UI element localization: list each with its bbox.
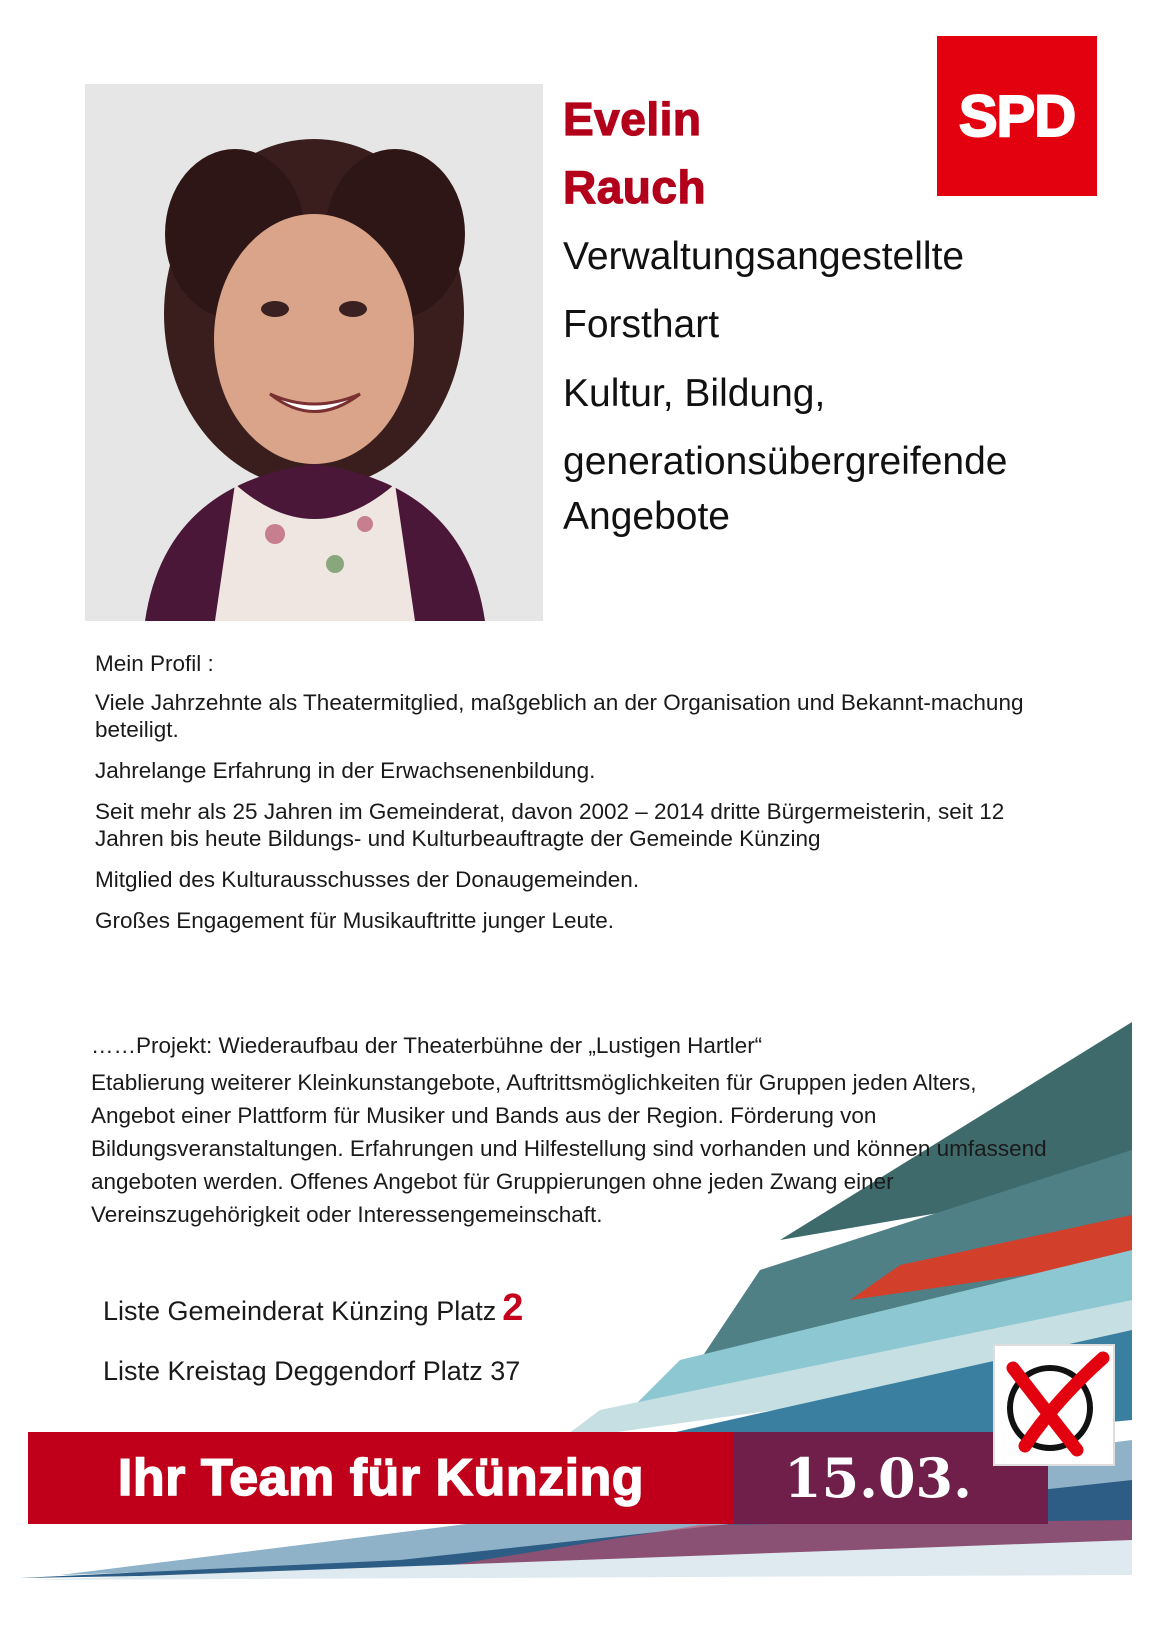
spd-logo (937, 36, 1097, 196)
team-banner (28, 1432, 734, 1524)
election-date: 15.03. (784, 1446, 972, 1510)
profile-item: Großes Engagement für Musikauftritte junger Leute. (95, 908, 615, 933)
candidate-topics-3: Angebote (563, 495, 730, 538)
candidate-last-name: Rauch (563, 161, 707, 213)
profile-item: Seit mehr als 25 Jahren im Gemeinderat, davon 2002 – 2014 dritte Bürgermeisterin, seit 12 Jahren bis heute Bildungs- und Kulturbeauftragte der Gemeinde Künzing (95, 799, 1005, 851)
profile-section (95, 650, 1055, 948)
candidate-photo (85, 84, 543, 621)
list-gemeinderat-label: Liste Gemeinderat Künzing Platz (103, 1296, 497, 1326)
list-gemeinderat (103, 1287, 523, 1330)
profile-item: Mitglied des Kulturausschusses der Donaugemeinden. (95, 867, 640, 892)
profile-item: Viele Jahrzehnte als Theatermitglied, maßgeblich an der Organisation und Bekannt-machung beteiligt. (95, 690, 1024, 742)
project-title: ……Projekt: Wiederaufbau der Theaterbühne der „Lustigen Hartler“ (91, 1033, 763, 1058)
candidate-occupation: Verwaltungsangestellte (563, 235, 965, 278)
candidate-place: Forsthart (563, 303, 720, 346)
profile-item: Jahrelange Erfahrung in der Erwachsenenbildung. (95, 758, 596, 783)
project-section (91, 1029, 1051, 1231)
candidate-topics-1: Kultur, Bildung, (563, 372, 826, 415)
list-gemeinderat-number: 2 (502, 1287, 524, 1329)
candidate-first-name: Evelin (563, 93, 702, 145)
team-banner-text: Ihr Team für Künzing (117, 1449, 645, 1507)
candidate-topics-2: generationsübergreifende (563, 440, 1008, 483)
project-description: Etablierung weiterer Kleinkunstangebote, Auftrittsmöglichkeiten für Gruppen jeden Alters, Angebot einer Plattform für Musiker und Bands aus der Region. Förderung von Bildungsveranstaltungen. Erfahrungen und Hilfestellung sind vorhanden und können umfassend angeboten werden. Offenes Angebot für Gruppierungen ohne jeden Zwang einer Vereinszugehörigkeit oder Interessengemeinschaft. (91, 1070, 1047, 1227)
spd-logo-text: SPD (958, 83, 1076, 149)
ballot-cross-icon (993, 1344, 1115, 1466)
list-kreistag: Liste Kreistag Deggendorf Platz 37 (103, 1356, 521, 1386)
profile-heading: Mein Profil : (95, 651, 214, 676)
